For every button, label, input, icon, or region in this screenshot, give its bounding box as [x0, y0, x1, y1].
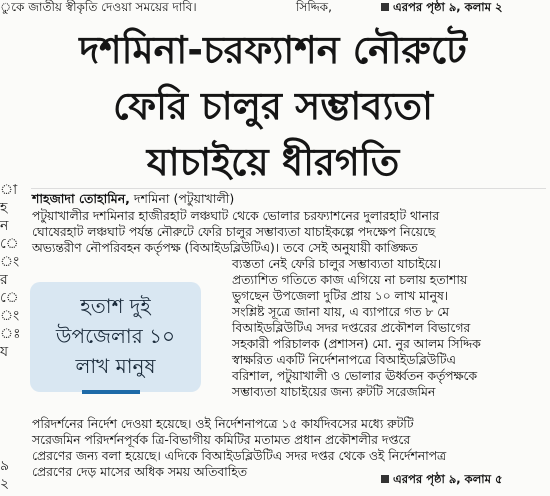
pull-quote-box [30, 282, 201, 392]
pull-quote-line: হতাশ দুই [80, 294, 151, 318]
adjacent-column-glyph: ৯ [0, 458, 10, 474]
body-column-line: ভুগছেন উপজেলা দুটির প্রায় ১০ লাখ মানুষ। [232, 289, 449, 303]
continued-label: এরপর পৃষ্ঠা ৯, কলাম ২ [393, 0, 503, 14]
headline-line-3: যাচাইয়ে ধীরগতি [146, 140, 400, 184]
pull-quote-line: লাখ মানুষ [75, 354, 156, 378]
adjacent-column-glyph: য [0, 344, 9, 360]
body-column-line: সহকারী পরিচালক (প্রশাসন) মো. নুর আলম সিদ্দিক [232, 337, 481, 351]
body-column-line: বরিশাল, পটুয়াখালী ও ভোলার ঊর্ধ্বতন কর্তৃপক্ষকে [232, 369, 478, 383]
body-line: পটুয়াখালীর দশমিনার হাজীরহাট লঞ্চঘাট থেকে ভোলার চরফ্যাশনের দুলারহাট থানার [32, 209, 440, 223]
body-column-line: সংশ্লিষ্ট সূত্রে জানা যায়, এ ব্যাপারে গত ৮ মে [232, 305, 450, 319]
square-bullet-icon [381, 3, 389, 11]
adjacent-column-glyph: ঃ [0, 326, 21, 342]
adjacent-column-glyph: হ [0, 200, 8, 216]
body-line: পরিদর্শনের নির্দেশ দেওয়া হয়েছে। ওই নির্দেশনাপত্রে ১৫ কার্যদিবসের মধ্যে রুটটি [32, 417, 414, 431]
body-line: অভ্যন্তরীণ নৌপরিবহন কর্তৃপক্ষ (বিআইডব্লিউটিএ)। তবে সেই অনুযায়ী কাঙ্ক্ষিত [32, 241, 418, 255]
adjacent-column-glyph: ২ [0, 476, 10, 492]
previous-article-tail: ুকে জাতীয় স্বীকৃতি দেওয়া সময়ের দাবি। [0, 0, 197, 14]
previous-article-fragment: সিদ্দিক, [296, 0, 332, 14]
square-bullet-icon [381, 475, 389, 483]
adjacent-column-glyph: ং [0, 308, 20, 324]
continued-marker-top [381, 0, 503, 14]
adjacent-column-glyph: ন [0, 218, 9, 234]
adjacent-column-glyph: ে [0, 236, 19, 252]
body-line: ঘোষেরহাট লঞ্চঘাট পর্যন্ত নৌরুটে ফেরি চালুর সম্ভাব্যতা যাচাইকল্পে পদক্ষেপ নিয়েছে [32, 225, 436, 239]
body-column-line: প্রত্যাশিত গতিতে কাজ এগিয়ে না চলায় হতাশায় [232, 273, 468, 287]
adjacent-column-glyph: ং [0, 254, 20, 270]
body-column-line: বিআইডব্লিউটিএ সদর দপ্তরের প্রকৌশল বিভাগের [232, 321, 471, 335]
body-line: সরেজমিন পরিদর্শনপূর্বক ত্রি-বিভাগীয় কমিটির মতামত প্রধান প্রকৌশলীর দপ্তরে [32, 433, 411, 447]
continued-marker-bottom [381, 471, 502, 490]
byline-place: দশমিনা (পটুয়াখালী) [133, 191, 235, 206]
pull-quote-accent-bar [82, 390, 140, 394]
pull-quote-line: উপজেলার ১০ [55, 324, 176, 348]
headline-line-1: দশমিনা-চরফ্যাশন নৌরুটে [79, 28, 467, 72]
adjacent-column-glyph: র [0, 272, 8, 288]
byline [32, 192, 234, 206]
body-line: প্রেরণের দেড় মাসের অধিক সময় অতিবাহিত [32, 465, 247, 479]
body-column-line: সম্ভাব্যতা যাচাইয়ের জন্য রুটটি সরেজমিন [232, 385, 436, 399]
body-column-line: ব্যস্ততা নেই ফেরি চালুর সম্ভাব্যতা যাচাইয়ে। [232, 257, 442, 271]
adjacent-column-glyph: ে [0, 290, 19, 306]
body-column-line: স্বাক্ষরিত একটি নির্দেশনাপত্রে বিআইডব্লিউটিএ [232, 353, 456, 367]
byline-divider [31, 188, 546, 189]
body-line: প্রেরণের জন্য বলা হয়েছে। এদিকে বিআইডব্লিউটিএ সদর দপ্তর থেকে ওই নির্দেশনাপত্র [32, 449, 447, 463]
headline-line-2: ফেরি চালুর সম্ভাব্যতা [112, 84, 434, 128]
byline-author: শাহজাদা তোহামিন, [32, 191, 130, 206]
adjacent-column-glyph: া [0, 182, 18, 198]
continued-label: এরপর পৃষ্ঠা ৯, কলাম ৫ [393, 472, 503, 486]
